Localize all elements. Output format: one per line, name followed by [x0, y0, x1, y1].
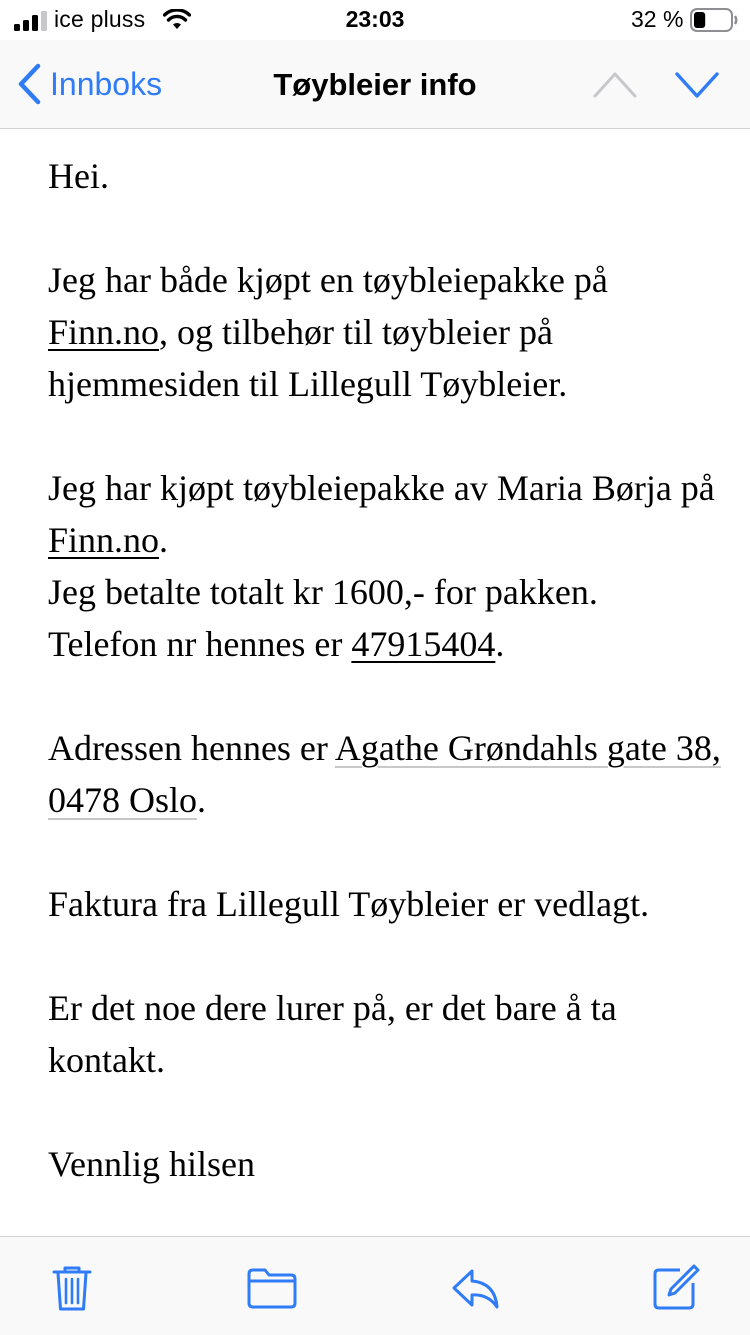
- paragraph-purchase: [48, 254, 728, 410]
- paragraph-text: .: [495, 624, 505, 664]
- paragraph-text: .: [159, 520, 169, 560]
- payment-line: Jeg betalte totalt kr 1600,- for pakken.: [48, 572, 598, 612]
- chevron-left-icon: [16, 63, 42, 105]
- finn-link[interactable]: Finn.no: [48, 312, 160, 352]
- closing: Vennlig hilsen: [48, 1144, 255, 1184]
- battery-icon: [690, 8, 738, 32]
- paragraph-seller: [48, 462, 728, 670]
- move-to-folder-button[interactable]: [246, 1263, 298, 1313]
- paragraph-address: [48, 722, 728, 826]
- greeting: Hei.: [48, 156, 109, 196]
- phone-number-link[interactable]: 47915404: [351, 624, 496, 664]
- bottom-toolbar: [0, 1236, 750, 1335]
- compose-button[interactable]: [650, 1263, 702, 1313]
- finn-link[interactable]: Finn.no: [48, 520, 160, 560]
- navigation-bar: [0, 40, 750, 129]
- paragraph-text: Jeg har kjøpt tøybleiepakke av Maria Børja på: [48, 468, 715, 508]
- email-body: [48, 150, 728, 1190]
- paragraph-text: .: [197, 780, 207, 820]
- delete-button[interactable]: [46, 1263, 98, 1313]
- reply-icon: [450, 1263, 502, 1313]
- paragraph-invoice: Faktura fra Lillegull Tøybleier er vedlagt.: [48, 884, 650, 924]
- paragraph-text: Adressen hennes er: [48, 728, 335, 768]
- paragraph-text: , og tilbehør til tøybleier på hjemmesiden til Lillegull Tøybleier.: [48, 312, 568, 404]
- previous-message-chevron-up-icon[interactable]: [592, 66, 638, 102]
- status-time: 23:03: [345, 6, 405, 32]
- paragraph-text: Telefon nr hennes er: [48, 624, 352, 664]
- battery-percentage: 32 %: [631, 6, 684, 32]
- back-button-label: Innboks: [50, 65, 163, 102]
- trash-icon: [46, 1263, 98, 1313]
- next-message-chevron-down-icon[interactable]: [674, 66, 720, 102]
- compose-icon: [650, 1263, 702, 1313]
- address-link[interactable]: Agathe Grøndahls gate 38, 0478 Oslo: [48, 728, 721, 820]
- carrier-name: ice pluss: [54, 6, 146, 32]
- paragraph-text: Jeg har både kjøpt en tøybleiepakke på: [48, 260, 608, 300]
- folder-icon: [246, 1263, 298, 1313]
- reply-button[interactable]: [450, 1263, 502, 1313]
- back-to-inbox-button[interactable]: [16, 62, 162, 106]
- email-subject-title: Tøybleier info: [273, 67, 477, 102]
- paragraph-contact: Er det noe dere lurer på, er det bare å ta kontakt.: [48, 988, 617, 1080]
- status-bar: [0, 0, 750, 40]
